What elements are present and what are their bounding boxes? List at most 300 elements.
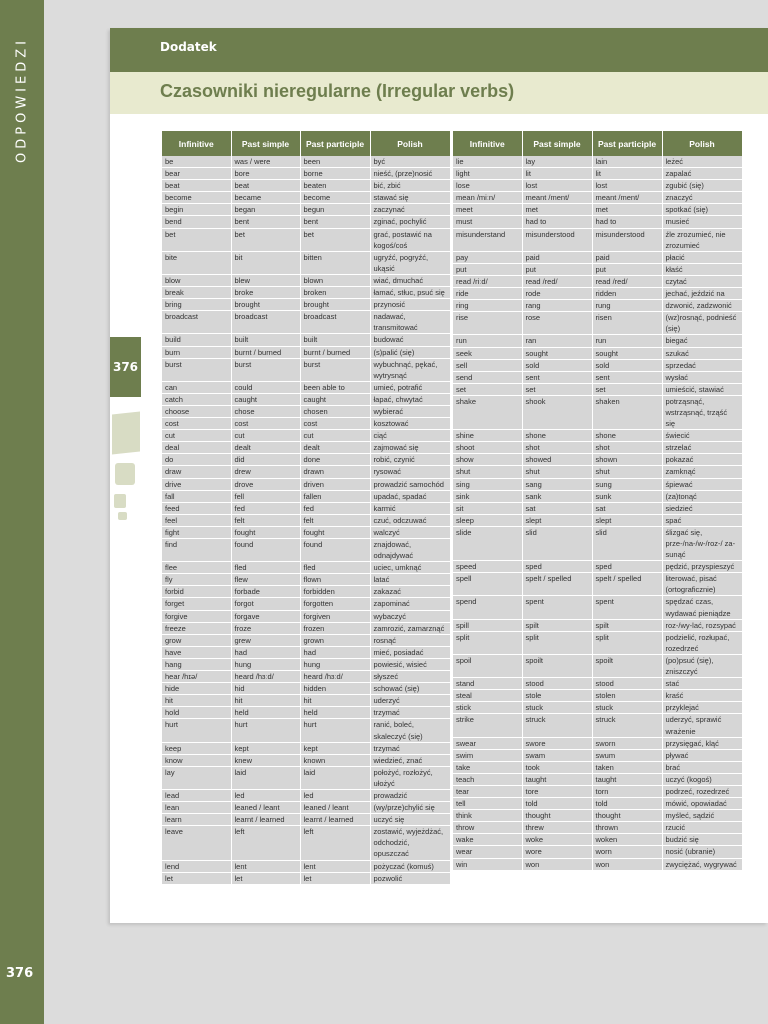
past-participle-cell: laid <box>300 766 370 789</box>
infinitive-cell: sit <box>453 502 522 514</box>
polish-cell: zajmować się <box>370 442 450 454</box>
infinitive-cell: burst <box>162 358 231 381</box>
past-simple-cell: threw <box>522 822 592 834</box>
past-participle-cell: sunk <box>592 490 662 502</box>
infinitive-cell: bet <box>162 228 231 251</box>
decor-shape <box>114 494 126 508</box>
past-simple-cell: won <box>522 858 592 870</box>
past-simple-cell: meant /ment/ <box>522 192 592 204</box>
polish-cell: rosnąć <box>370 634 450 646</box>
infinitive-cell: burn <box>162 346 231 358</box>
past-simple-cell: stole <box>522 690 592 702</box>
table-row <box>453 573 742 596</box>
polish-cell: łamać, stłuc, psuć się <box>370 287 450 299</box>
past-simple-cell: built <box>231 334 300 346</box>
infinitive-cell: grow <box>162 634 231 646</box>
polish-cell: przyklejać <box>662 702 742 714</box>
past-simple-cell: caught <box>231 393 300 405</box>
past-simple-cell: slept <box>522 514 592 526</box>
table-row <box>162 478 450 490</box>
table-row <box>162 719 450 742</box>
table-row <box>453 654 742 677</box>
polish-cell: musieć <box>662 216 742 228</box>
past-participle-cell: sung <box>592 478 662 490</box>
past-participle-cell: fallen <box>300 490 370 502</box>
polish-cell: (po)psuć (się), zniszczyć <box>662 654 742 677</box>
past-participle-cell: meant /ment/ <box>592 192 662 204</box>
table-row <box>453 228 742 251</box>
infinitive-cell: shake <box>453 395 522 429</box>
table-row <box>162 251 450 274</box>
past-participle-cell: shot <box>592 442 662 454</box>
decor-shape <box>118 512 127 520</box>
past-participle-cell: fled <box>300 562 370 574</box>
past-simple-cell: took <box>522 761 592 773</box>
past-simple-cell: lent <box>231 860 300 872</box>
infinitive-cell: hit <box>162 695 231 707</box>
past-participle-cell: sent <box>592 371 662 383</box>
past-simple-cell: fought <box>231 526 300 538</box>
infinitive-cell: blow <box>162 274 231 286</box>
polish-cell: uczyć się <box>370 814 450 826</box>
infinitive-cell: hurt <box>162 719 231 742</box>
table-row <box>162 789 450 801</box>
polish-cell: robić, czynić <box>370 454 450 466</box>
table-row <box>162 405 450 417</box>
section-label: Dodatek <box>160 40 217 54</box>
past-simple-cell: shone <box>522 430 592 442</box>
past-participle-cell: spoilt <box>592 654 662 677</box>
past-participle-cell: burst <box>300 358 370 381</box>
past-simple-cell: paid <box>522 251 592 263</box>
table-row <box>453 785 742 797</box>
table-row <box>162 418 450 430</box>
past-participle-cell: sat <box>592 502 662 514</box>
past-simple-cell: broadcast <box>231 311 300 334</box>
polish-cell: mieć, posiadać <box>370 646 450 658</box>
past-simple-cell: heard /hɜːd/ <box>231 671 300 683</box>
table-row <box>453 395 742 429</box>
past-simple-cell: felt <box>231 514 300 526</box>
past-participle-cell: forbidden <box>300 586 370 598</box>
table-row <box>453 678 742 690</box>
polish-cell: potrząsnąć, wstrząsnąć, trząść się <box>662 395 742 429</box>
polish-cell: powiesić, wisieć <box>370 658 450 670</box>
past-simple-cell: left <box>231 826 300 860</box>
table-row <box>453 846 742 858</box>
infinitive-cell: ride <box>453 288 522 300</box>
past-simple-cell: taught <box>522 773 592 785</box>
past-simple-cell: had to <box>522 216 592 228</box>
past-participle-cell: had <box>300 646 370 658</box>
past-participle-cell: shut <box>592 466 662 478</box>
table-row <box>162 311 450 334</box>
past-simple-cell: cut <box>231 430 300 442</box>
infinitive-cell: sing <box>453 478 522 490</box>
past-simple-cell: woke <box>522 834 592 846</box>
polish-cell: strzelać <box>662 442 742 454</box>
infinitive-cell: broadcast <box>162 311 231 334</box>
table-row <box>453 858 742 870</box>
polish-cell: zakazać <box>370 586 450 598</box>
past-simple-cell: rang <box>522 300 592 312</box>
past-participle-cell: borne <box>300 168 370 180</box>
past-simple-cell: rose <box>522 312 592 335</box>
table-row <box>162 430 450 442</box>
table-row <box>162 562 450 574</box>
polish-cell: budzić się <box>662 834 742 846</box>
infinitive-cell: be <box>162 156 231 168</box>
table-row <box>453 275 742 287</box>
polish-cell: spać <box>662 514 742 526</box>
polish-cell: nieść, (prze)nosić <box>370 168 450 180</box>
past-participle-cell: been able to <box>300 381 370 393</box>
polish-cell: schować (się) <box>370 683 450 695</box>
table-row <box>453 822 742 834</box>
past-participle-cell: struck <box>592 714 662 737</box>
past-simple-cell: read /red/ <box>522 275 592 287</box>
table-row <box>453 737 742 749</box>
past-participle-cell: lost <box>592 180 662 192</box>
past-simple-cell: sent <box>522 371 592 383</box>
polish-cell: latać <box>370 574 450 586</box>
table-row <box>162 872 450 884</box>
past-participle-cell: risen <box>592 312 662 335</box>
infinitive-cell: shine <box>453 430 522 442</box>
table-row <box>162 274 450 286</box>
infinitive-cell: know <box>162 754 231 766</box>
table-row <box>453 466 742 478</box>
polish-cell: płacić <box>662 251 742 263</box>
table-row <box>453 359 742 371</box>
polish-cell: źle zrozumieć, nie zrozumieć <box>662 228 742 251</box>
past-participle-cell: sworn <box>592 737 662 749</box>
polish-cell: kosztować <box>370 418 450 430</box>
past-participle-cell: leaned / leant <box>300 802 370 814</box>
past-simple-cell: swore <box>522 737 592 749</box>
past-simple-cell: sat <box>522 502 592 514</box>
table-row <box>162 381 450 393</box>
past-participle-cell: bent <box>300 216 370 228</box>
past-simple-cell: shot <box>522 442 592 454</box>
table-row <box>453 347 742 359</box>
past-simple-cell: stood <box>522 678 592 690</box>
table-row <box>162 442 450 454</box>
past-simple-cell: spelt / spelled <box>522 573 592 596</box>
past-participle-cell: spent <box>592 596 662 619</box>
past-simple-cell: shook <box>522 395 592 429</box>
table-row <box>162 539 450 562</box>
polish-cell: nosić (ubranie) <box>662 846 742 858</box>
polish-cell: roz-/wy-lać, rozsypać <box>662 619 742 631</box>
past-participle-cell: felt <box>300 514 370 526</box>
infinitive-cell: spell <box>453 573 522 596</box>
infinitive-cell: draw <box>162 466 231 478</box>
infinitive-cell: find <box>162 539 231 562</box>
table-row <box>162 814 450 826</box>
past-simple-cell: sought <box>522 347 592 359</box>
polish-cell: walczyć <box>370 526 450 538</box>
polish-cell: szukać <box>662 347 742 359</box>
polish-cell: mówić, opowiadać <box>662 798 742 810</box>
table-row <box>453 502 742 514</box>
past-simple-cell: sank <box>522 490 592 502</box>
infinitive-cell: seek <box>453 347 522 359</box>
table-row <box>162 490 450 502</box>
past-simple-cell: kept <box>231 742 300 754</box>
past-participle-cell: taught <box>592 773 662 785</box>
polish-cell: upadać, spadać <box>370 490 450 502</box>
infinitive-cell: have <box>162 646 231 658</box>
past-participle-cell: bitten <box>300 251 370 274</box>
table-row <box>453 514 742 526</box>
polish-cell: uciec, umknąć <box>370 562 450 574</box>
table-row <box>453 288 742 300</box>
past-participle-cell: shaken <box>592 395 662 429</box>
polish-cell: trzymać <box>370 742 450 754</box>
past-simple-cell: found <box>231 539 300 562</box>
table-row <box>162 634 450 646</box>
infinitive-cell: steal <box>453 690 522 702</box>
past-simple-cell: froze <box>231 622 300 634</box>
past-simple-cell: forgave <box>231 610 300 622</box>
past-simple-cell: was / were <box>231 156 300 168</box>
table-row <box>453 192 742 204</box>
past-participle-cell: beaten <box>300 180 370 192</box>
polish-cell: stać <box>662 678 742 690</box>
past-participle-cell: become <box>300 192 370 204</box>
table-row <box>162 574 450 586</box>
past-participle-cell: set <box>592 383 662 395</box>
infinitive-cell: fall <box>162 490 231 502</box>
polish-cell: zaczynać <box>370 204 450 216</box>
past-simple-cell: bore <box>231 168 300 180</box>
table-row <box>162 526 450 538</box>
table-row <box>162 610 450 622</box>
past-simple-cell: bit <box>231 251 300 274</box>
past-simple-cell: told <box>522 798 592 810</box>
verbs-table-right <box>453 131 743 871</box>
past-simple-cell: set <box>522 383 592 395</box>
infinitive-cell: send <box>453 371 522 383</box>
past-participle-cell: woken <box>592 834 662 846</box>
table-row <box>453 810 742 822</box>
polish-cell: leżeć <box>662 156 742 168</box>
polish-cell: uderzyć, sprawić wrażenie <box>662 714 742 737</box>
past-participle-cell: found <box>300 539 370 562</box>
past-simple-cell: could <box>231 381 300 393</box>
polish-cell: uczyć (kogoś) <box>662 773 742 785</box>
table-row <box>453 561 742 573</box>
table-row <box>162 766 450 789</box>
past-simple-cell: hit <box>231 695 300 707</box>
infinitive-cell: speed <box>453 561 522 573</box>
table-header-row <box>162 131 450 156</box>
past-participle-cell: blown <box>300 274 370 286</box>
past-participle-cell: chosen <box>300 405 370 417</box>
infinitive-cell: teach <box>453 773 522 785</box>
past-simple-cell: laid <box>231 766 300 789</box>
past-simple-cell: knew <box>231 754 300 766</box>
polish-cell: myśleć, sądzić <box>662 810 742 822</box>
table-row <box>162 216 450 228</box>
infinitive-cell: become <box>162 192 231 204</box>
past-participle-cell: brought <box>300 299 370 311</box>
past-simple-cell: swam <box>522 749 592 761</box>
table-row <box>453 216 742 228</box>
past-participle-cell: ridden <box>592 288 662 300</box>
infinitive-cell: spend <box>453 596 522 619</box>
past-participle-cell: cost <box>300 418 370 430</box>
table-row <box>162 502 450 514</box>
infinitive-cell: shoot <box>453 442 522 454</box>
table-row <box>453 526 742 560</box>
table-row <box>162 695 450 707</box>
infinitive-cell: sleep <box>453 514 522 526</box>
past-simple-cell: put <box>522 263 592 275</box>
polish-cell: rysować <box>370 466 450 478</box>
past-simple-cell: slid <box>522 526 592 560</box>
polish-cell: pozwolić <box>370 872 450 884</box>
table-row <box>162 393 450 405</box>
infinitive-cell: think <box>453 810 522 822</box>
table-row <box>453 312 742 335</box>
past-participle-cell: run <box>592 335 662 347</box>
infinitive-cell: wake <box>453 834 522 846</box>
past-participle-cell: paid <box>592 251 662 263</box>
table-row <box>453 478 742 490</box>
table-row <box>162 168 450 180</box>
infinitive-cell: hang <box>162 658 231 670</box>
past-participle-cell: told <box>592 798 662 810</box>
past-participle-cell: cut <box>300 430 370 442</box>
past-simple-cell: sold <box>522 359 592 371</box>
past-participle-cell: grown <box>300 634 370 646</box>
past-simple-cell: beat <box>231 180 300 192</box>
polish-cell: ugryźć, pogryźć, ukąsić <box>370 251 450 274</box>
infinitive-cell: deal <box>162 442 231 454</box>
polish-cell: wybierać <box>370 405 450 417</box>
polish-cell: zamknąć <box>662 466 742 478</box>
polish-cell: grać, postawić na kogoś/coś <box>370 228 450 251</box>
polish-cell: zostawić, wyjeżdżać, odchodzić, opuszczać <box>370 826 450 860</box>
past-simple-cell: brought <box>231 299 300 311</box>
past-simple-cell: fell <box>231 490 300 502</box>
past-participle-cell: sped <box>592 561 662 573</box>
table-row <box>453 702 742 714</box>
table-row <box>162 228 450 251</box>
past-participle-cell: done <box>300 454 370 466</box>
infinitive-cell: flee <box>162 562 231 574</box>
table-row <box>453 300 742 312</box>
polish-cell: prowadzić <box>370 789 450 801</box>
polish-cell: znajdować, odnajdywać <box>370 539 450 562</box>
infinitive-cell: drive <box>162 478 231 490</box>
table-row <box>162 826 450 860</box>
infinitive-cell: spill <box>453 619 522 631</box>
past-simple-cell: met <box>522 204 592 216</box>
past-simple-cell: lost <box>522 180 592 192</box>
past-simple-cell: struck <box>522 714 592 737</box>
table-row <box>453 690 742 702</box>
past-simple-cell: broke <box>231 287 300 299</box>
polish-cell: (s)palić (się) <box>370 346 450 358</box>
polish-cell: ciąć <box>370 430 450 442</box>
past-participle-cell: broadcast <box>300 311 370 334</box>
polish-cell: nadawać, transmitować <box>370 311 450 334</box>
table-row <box>453 442 742 454</box>
past-participle-cell: built <box>300 334 370 346</box>
past-participle-cell: met <box>592 204 662 216</box>
past-simple-cell: fed <box>231 502 300 514</box>
past-simple-cell: wore <box>522 846 592 858</box>
polish-cell: wysłać <box>662 371 742 383</box>
past-participle-cell: thought <box>592 810 662 822</box>
polish-cell: jechać, jeździć na <box>662 288 742 300</box>
infinitive-cell: leave <box>162 826 231 860</box>
infinitive-cell: learn <box>162 814 231 826</box>
infinitive-cell: keep <box>162 742 231 754</box>
table-row <box>162 860 450 872</box>
infinitive-cell: lay <box>162 766 231 789</box>
polish-cell: pokazać <box>662 454 742 466</box>
infinitive-cell: feel <box>162 514 231 526</box>
past-participle-cell: begun <box>300 204 370 216</box>
past-simple-cell: leaned / leant <box>231 802 300 814</box>
table-row <box>453 430 742 442</box>
table-row <box>162 586 450 598</box>
past-participle-cell: let <box>300 872 370 884</box>
polish-cell: zamrozić, zamarznąć <box>370 622 450 634</box>
polish-cell: przysięgać, kląć <box>662 737 742 749</box>
infinitive-cell: show <box>453 454 522 466</box>
past-simple-cell: thought <box>522 810 592 822</box>
past-simple-cell: forgot <box>231 598 300 610</box>
polish-cell: zwyciężać, wygrywać <box>662 858 742 870</box>
infinitive-cell: wear <box>453 846 522 858</box>
header-infinitive: Infinitive <box>453 131 522 156</box>
infinitive-cell: sink <box>453 490 522 502</box>
table-row <box>453 714 742 737</box>
polish-cell: prowadzić samochód <box>370 478 450 490</box>
page-title: Czasowniki nieregularne (Irregular verbs) <box>160 81 515 101</box>
polish-cell: ranić, boleć, skaleczyć (się) <box>370 719 450 742</box>
past-simple-cell: chose <box>231 405 300 417</box>
past-simple-cell: became <box>231 192 300 204</box>
past-participle-cell: had to <box>592 216 662 228</box>
polish-cell: karmić <box>370 502 450 514</box>
past-simple-cell: spoilt <box>522 654 592 677</box>
polish-cell: wiać, dmuchać <box>370 274 450 286</box>
decor-shape <box>112 412 140 455</box>
table-row <box>453 596 742 619</box>
past-participle-cell: rung <box>592 300 662 312</box>
past-participle-cell: won <box>592 858 662 870</box>
past-participle-cell: stuck <box>592 702 662 714</box>
past-participle-cell: sought <box>592 347 662 359</box>
polish-cell: kraść <box>662 690 742 702</box>
table-row <box>453 263 742 275</box>
infinitive-cell: fly <box>162 574 231 586</box>
table-row <box>162 299 450 311</box>
past-participle-cell: shown <box>592 454 662 466</box>
polish-cell: czuć, odczuwać <box>370 514 450 526</box>
infinitive-cell: forget <box>162 598 231 610</box>
past-simple-cell: held <box>231 707 300 719</box>
table-row <box>162 334 450 346</box>
infinitive-cell: let <box>162 872 231 884</box>
table-row <box>453 749 742 761</box>
